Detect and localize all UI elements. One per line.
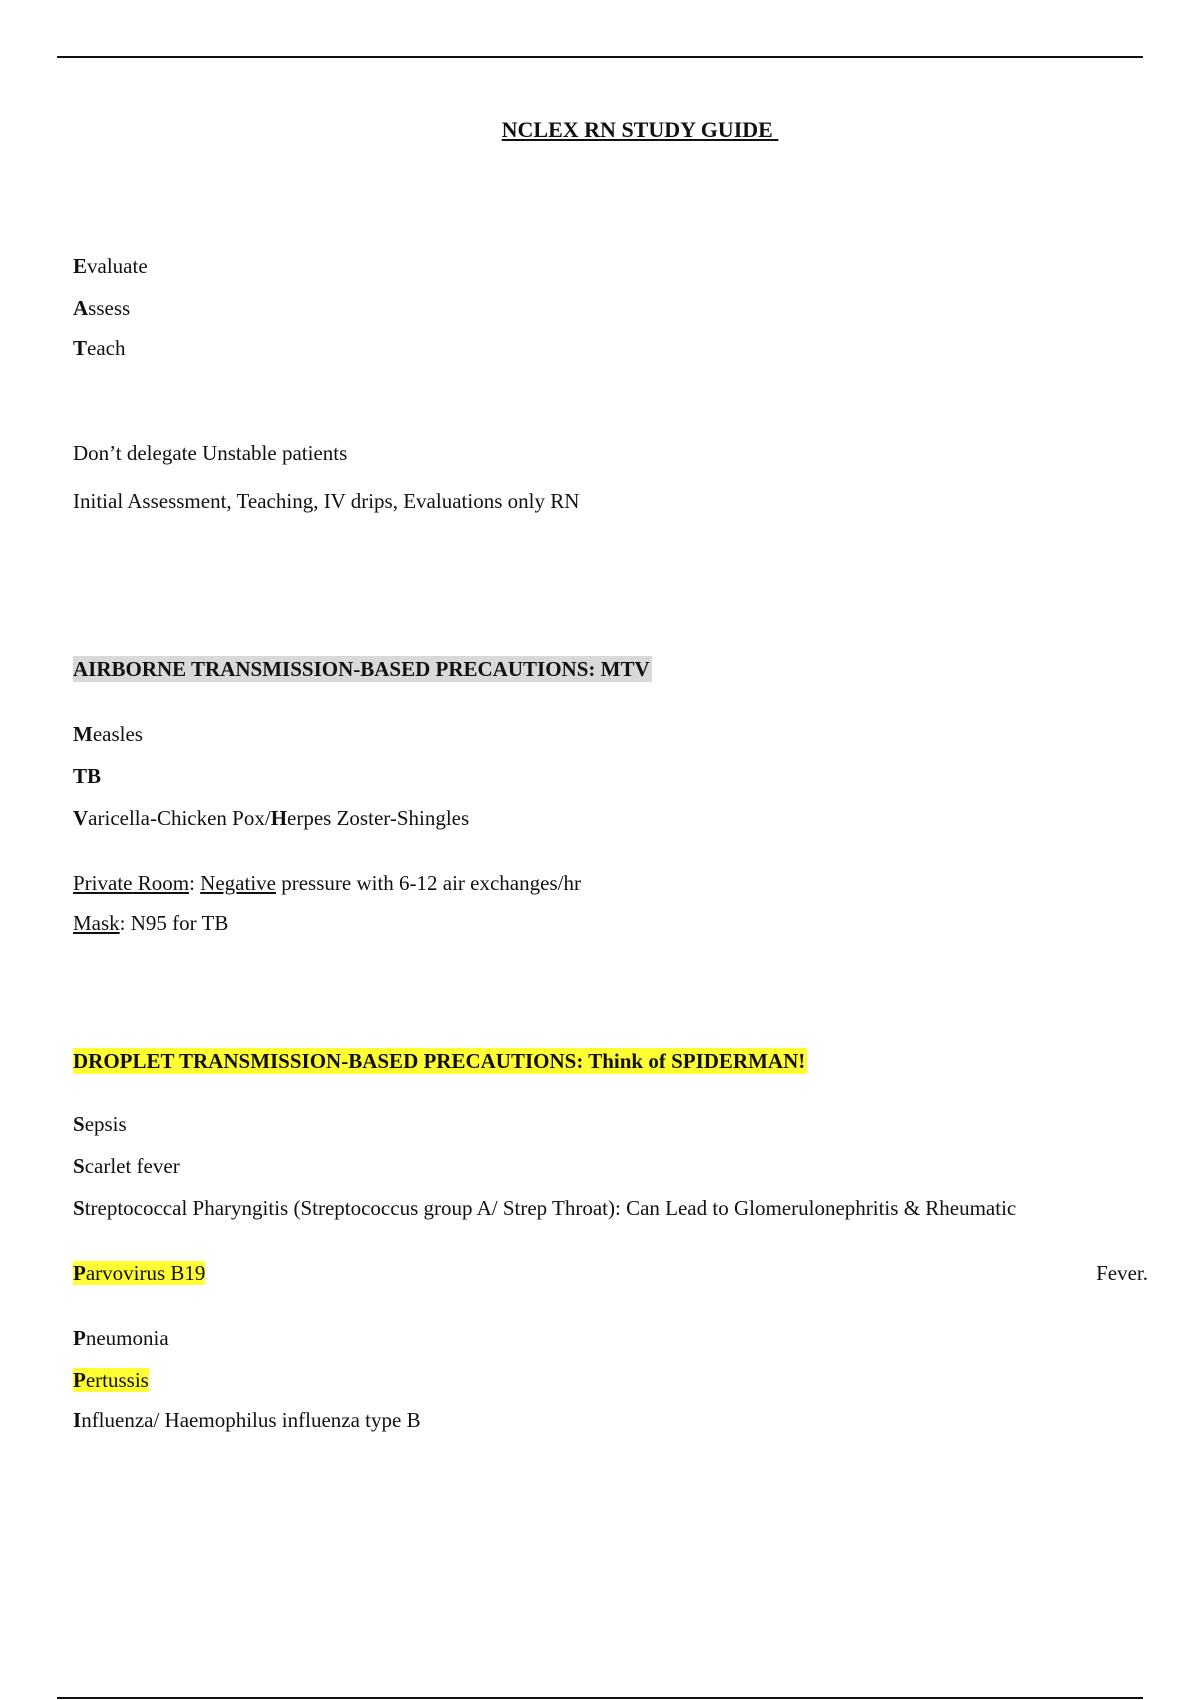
room-separator: : — [189, 871, 201, 895]
mnemonic-rest: treptococcal Pharyngitis (Streptococcus group A/ Strep Throat): Can Lead to Glomerulonephritis & Rheumatic — [84, 1196, 1017, 1220]
droplet-heading — [73, 1048, 807, 1074]
top-rule — [57, 56, 1143, 58]
airborne-heading-text: AIRBORNE TRANSMISSION-BASED PRECAUTIONS: MTV — [73, 657, 650, 681]
mnemonic-letter: M — [73, 722, 93, 746]
mnemonic-rest: neumonia — [85, 1326, 169, 1350]
parvo-highlight — [73, 1261, 205, 1285]
mnemonic-rest: ertussis — [85, 1368, 149, 1392]
droplet-strep — [73, 1195, 1016, 1221]
mnemonic-rest: each — [87, 336, 126, 360]
airborne-tb — [73, 763, 101, 789]
fever-continuation: Fever. — [1096, 1261, 1148, 1285]
mask-rest: : N95 for TB — [119, 911, 229, 935]
mnemonic-letter: S — [73, 1196, 85, 1220]
airborne-measles — [73, 721, 143, 747]
mnemonic-letter: P — [73, 1368, 86, 1392]
airborne-room — [73, 870, 581, 896]
mnemonic-rest: carlet fever — [84, 1154, 180, 1178]
mask-label: Mask — [73, 911, 120, 935]
droplet-heading-text: DROPLET TRANSMISSION-BASED PRECAUTIONS: Think of SPIDERMAN! — [73, 1049, 806, 1073]
pertussis-highlight — [73, 1368, 149, 1392]
mnemonic-letter: TB — [73, 764, 102, 788]
delegation-line-2: Initial Assessment, Teaching, IV drips, Evaluations only RN — [73, 489, 580, 513]
mnemonic-rest: erpes Zoster-Shingles — [287, 806, 470, 830]
droplet-scarlet — [73, 1153, 180, 1179]
airborne-mask — [73, 910, 228, 936]
mnemonic-rest: ssess — [88, 296, 131, 320]
mnemonic-letter: P — [73, 1326, 86, 1350]
mnemonic-rest: easles — [92, 722, 143, 746]
mnemonic-rest: arvovirus B19 — [85, 1261, 206, 1285]
mnemonic-rest: valuate — [87, 254, 148, 278]
page-title: NCLEX RN STUDY GUIDE — [501, 117, 779, 142]
droplet-pneumonia — [73, 1325, 169, 1351]
delegation-line-1: Don’t delegate Unstable patients — [73, 441, 348, 465]
mnemonic-letter: S — [73, 1112, 85, 1136]
mnemonic-letter: A — [73, 296, 89, 320]
mnemonic-letter: P — [73, 1261, 86, 1285]
mnemonic-rest: aricella-Chicken Pox/ — [88, 806, 271, 830]
airborne-varicella — [73, 805, 469, 831]
mnemonic-letter: I — [73, 1408, 82, 1432]
room-label: Private Room — [73, 871, 190, 895]
room-rest: pressure with 6-12 air exchanges/hr — [275, 871, 581, 895]
mnemonic-letter: S — [73, 1154, 85, 1178]
droplet-pertussis — [73, 1367, 149, 1393]
eat-evaluate — [73, 253, 148, 279]
mnemonic-rest: epsis — [84, 1112, 127, 1136]
eat-teach — [73, 335, 125, 361]
room-negative: Negative — [200, 871, 276, 895]
droplet-sepsis — [73, 1111, 127, 1137]
bottom-rule — [57, 1697, 1143, 1699]
airborne-heading — [73, 656, 652, 682]
mnemonic-letter: E — [73, 254, 88, 278]
mnemonic-letter: V — [73, 806, 89, 830]
droplet-influenza — [73, 1407, 421, 1433]
mnemonic-letter: T — [73, 336, 88, 360]
mnemonic-letter: H — [270, 806, 288, 830]
droplet-parvo — [73, 1260, 205, 1286]
eat-assess — [73, 295, 130, 321]
mnemonic-rest: nfluenza/ Haemophilus influenza type B — [81, 1408, 421, 1432]
